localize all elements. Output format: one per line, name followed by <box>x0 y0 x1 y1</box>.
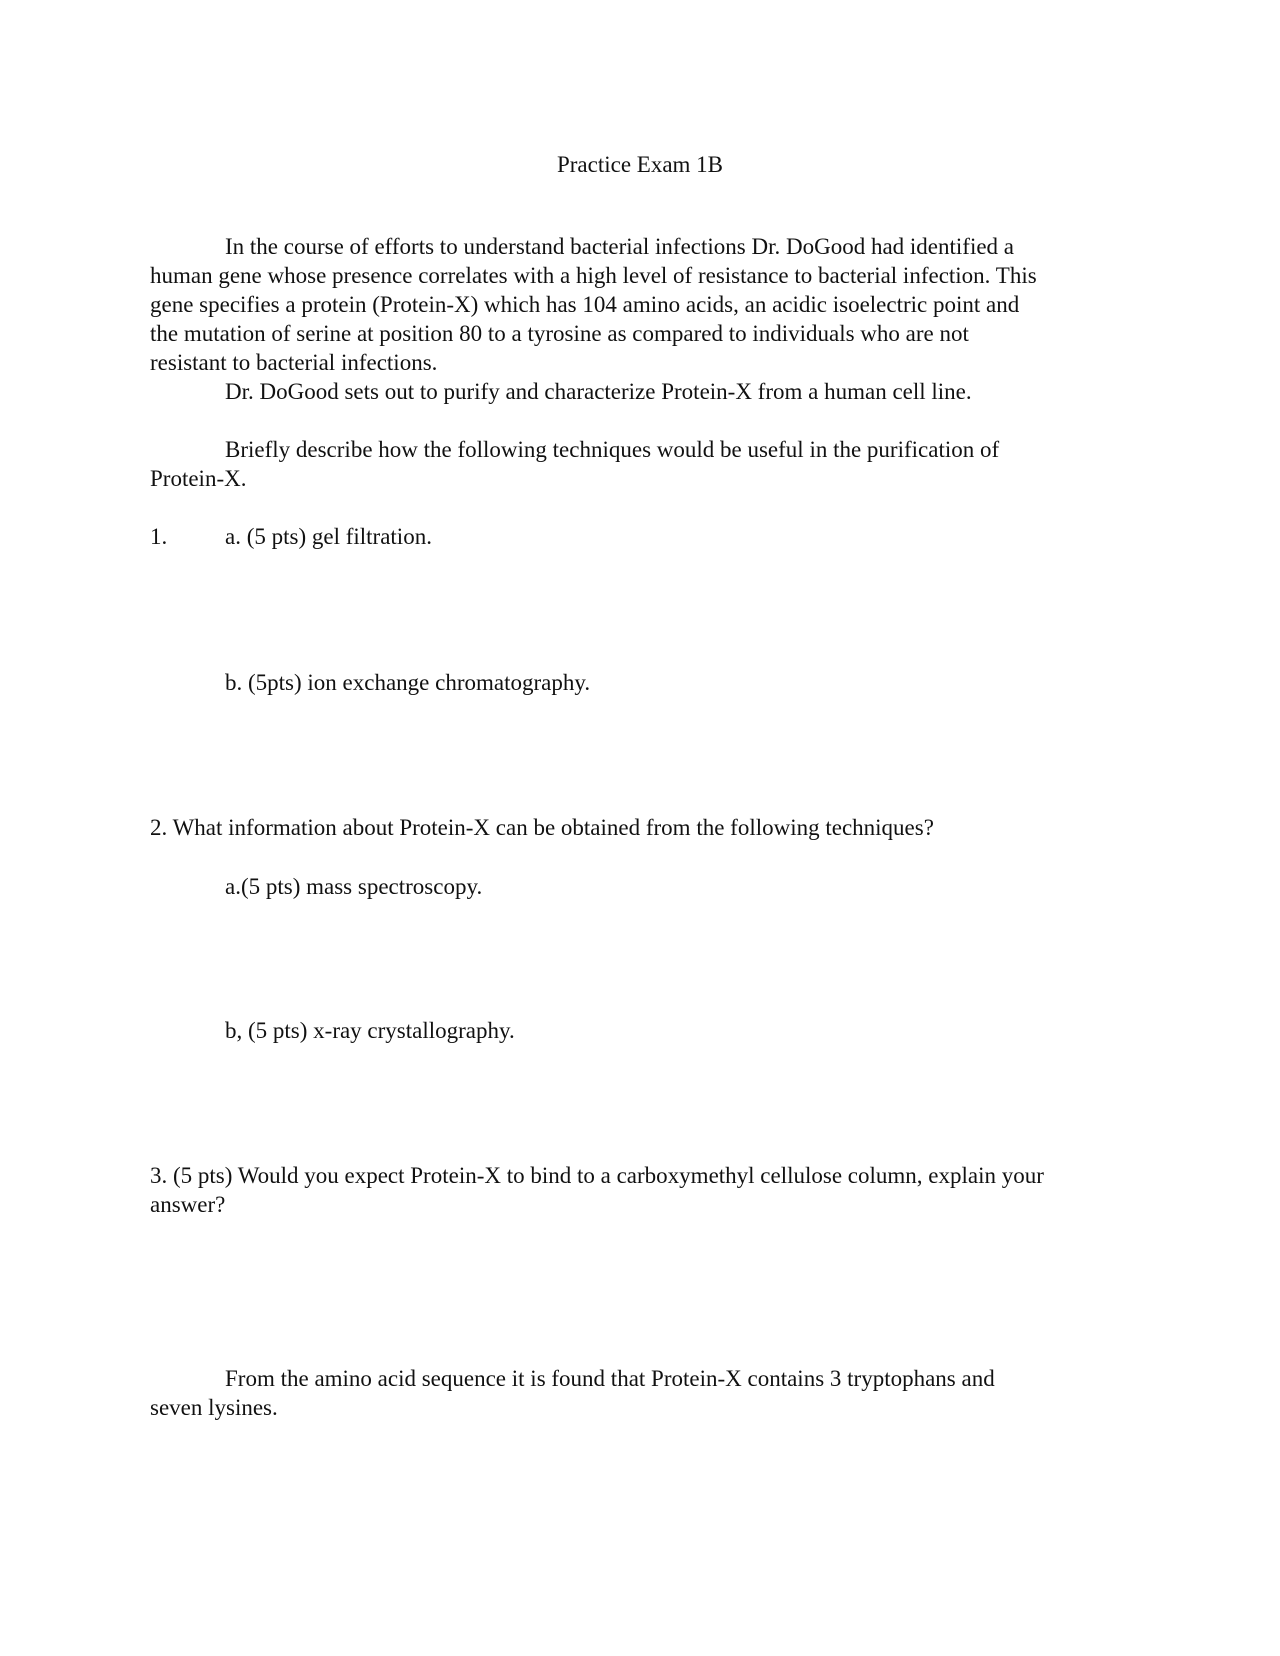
question-2a: a.(5 pts) mass spectroscopy. <box>225 874 483 899</box>
question-1b: b. (5pts) ion exchange chromatography. <box>225 670 591 695</box>
page-title: Practice Exam 1B <box>556 152 724 177</box>
instruction-line-1: Briefly describe how the following techniques would be useful in the purification of <box>225 437 1000 462</box>
intro-line-2: human gene whose presence correlates with a high level of resistance to bacterial infection. This <box>150 263 1037 288</box>
closing-line-1: From the amino acid sequence it is found that Protein-X contains 3 tryptophans and <box>225 1366 995 1391</box>
question-1-number: 1. <box>150 524 168 549</box>
intro-line-4: the mutation of serine at position 80 to a tyrosine as compared to individuals who are not <box>150 321 969 346</box>
question-3-line-2: answer? <box>150 1192 226 1217</box>
question-2-stem: 2. What information about Protein-X can be obtained from the following techniques? <box>150 815 934 840</box>
instruction-line-2: Protein-X. <box>150 466 247 491</box>
intro-second-paragraph: Dr. DoGood sets out to purify and characterize Protein-X from a human cell line. <box>225 379 972 404</box>
intro-line-5: resistant to bacterial infections. <box>150 350 438 375</box>
closing-line-2: seven lysines. <box>150 1395 278 1420</box>
intro-line-3: gene specifies a protein (Protein-X) which has 104 amino acids, an acidic isoelectric point and <box>150 292 1020 317</box>
question-3-line-1: 3. (5 pts) Would you expect Protein-X to bind to a carboxymethyl cellulose column, explain your <box>150 1163 1044 1188</box>
intro-line-1: In the course of efforts to understand bacterial infections Dr. DoGood had identified a <box>225 234 1014 259</box>
question-1a: a. (5 pts) gel filtration. <box>225 524 432 549</box>
question-2b: b, (5 pts) x-ray crystallography. <box>225 1018 515 1043</box>
